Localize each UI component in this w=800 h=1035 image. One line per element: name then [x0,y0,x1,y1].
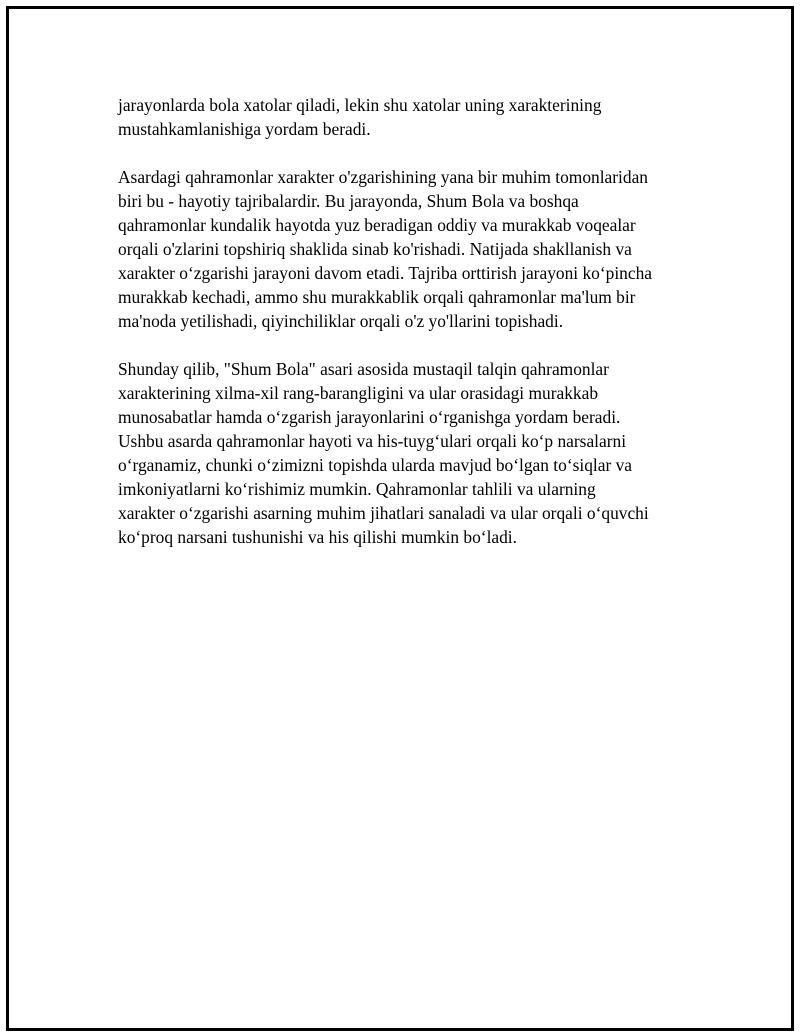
text-line: qahramonlar kundalik hayotda yuz beradigan oddiy va murakkab voqealar [118,215,636,235]
text-line: Shunday qilib, "Shum Bola" asari asosida mustaqil talqin qahramonlar [118,359,609,379]
text-line: imkoniyatlarni ko‘rishimiz mumkin. Qahramonlar tahlili va ularning [118,479,596,499]
text-line: mustahkamlanishiga yordam beradi. [118,119,371,139]
text-line: ko‘proq narsani tushunishi va his qilishi mumkin bo‘ladi. [118,527,517,547]
paragraph-2 [118,165,698,333]
paragraph-1 [118,93,698,141]
text-line: o‘rganamiz, chunki o‘zimizni topishda ularda mavjud bo‘lgan to‘siqlar va [118,455,633,475]
text-line: murakkab kechadi, ammo shu murakkablik orqali qahramonlar ma'lum bir [118,287,636,307]
text-line: xarakter o‘zgarishi asarning muhim jihatlari sanaladi va ular orqali o‘quvchi [118,503,649,523]
text-line: orqali o'zlarini topshiriq shaklida sinab ko'rishadi. Natijada shakllanish va [118,239,632,259]
text-line: xarakter o‘zgarishi jarayoni davom etadi. Tajriba orttirish jarayoni ko‘pincha [118,263,652,283]
document-body [118,93,698,573]
text-line: munosabatlar hamda o‘zgarish jarayonlarini o‘rganishga yordam beradi. [118,407,621,427]
text-line: Asardagi qahramonlar xarakter o'zgarishining yana bir muhim tomonlaridan [118,167,648,187]
text-line: biri bu - hayotiy tajribalardir. Bu jarayonda, Shum Bola va boshqa [118,191,579,211]
text-line: xarakterining xilma-xil rang-barangligini va ular orasidagi murakkab [118,383,599,403]
text-line: Ushbu asarda qahramonlar hayoti va his-tuyg‘ulari orqali ko‘p narsalarni [118,431,627,451]
text-line: ma'noda yetilishadi, qiyinchiliklar orqali o'z yo'llarini topishadi. [118,311,564,331]
text-line: jarayonlarda bola xatolar qiladi, lekin shu xatolar uning xarakterining [118,95,602,115]
paragraph-3 [118,357,698,549]
